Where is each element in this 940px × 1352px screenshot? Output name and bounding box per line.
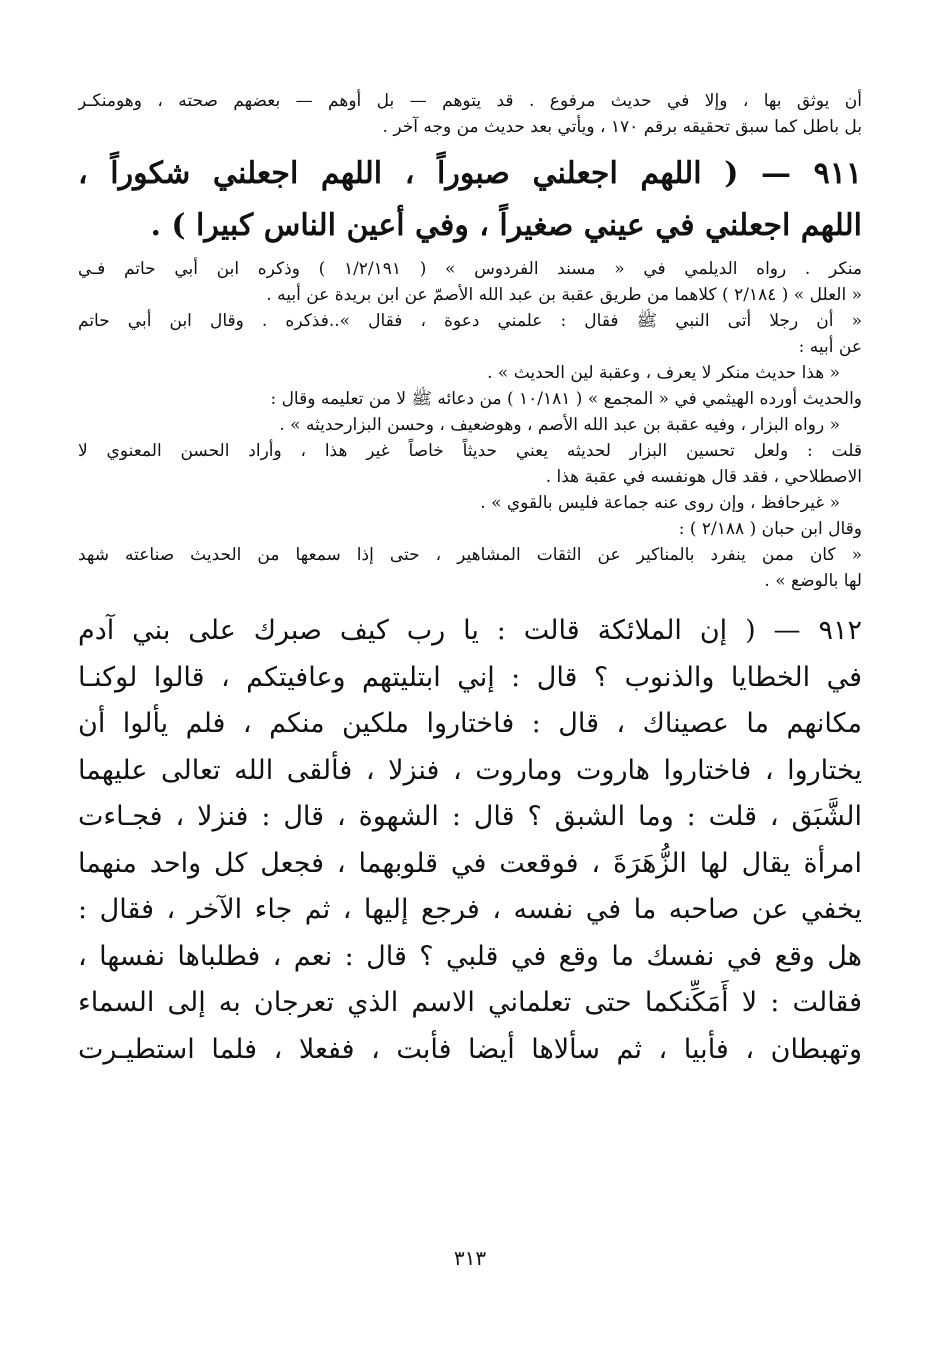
hadith-line: مكانهم ما عصيناك ، قال : فاختاروا ملكين منكم ، فلم يألوا أن [78,708,862,739]
quote-line: « رواه البزار ، وفيه عقبة بن عبد الله الأصم ، وهوضعيف ، وحسن البزارحديثه » . [279,415,840,435]
commentary-line: والحديث أورده الهيثمي في « المجمع » ( ١٠/١٨١ ) من دعائه ﷺ لا من تعليمه وقال : [270,389,862,409]
hadith-line: ٩١١ — ( اللهم اجعلني صبوراً ، اللهم اجعلني شكوراً ، [78,156,862,191]
hadith-line: يخفي عن صاحبه ما في نفسه ، فرجع إليها ، ثم جاء الآخر ، فقال : [78,894,862,925]
quote-line: لها بالوضع » . [764,571,862,591]
text-line: بل باطل كما سبق تحقيقه برقم ١٧٠ ، ويأتي بعد حديث من وجه آخر . [382,117,862,137]
hadith-911 [78,148,862,252]
top-paragraph [78,88,862,140]
commentary-911 [78,256,862,594]
hadith-line: فقالت : لا أَمَكِّنكما حتى تعلماني الاسم الذي تعرجان به إلى السماء [78,987,862,1018]
commentary-line: « أن رجلا أتى النبي ﷺ فقال : علمني دعوة ، فقال »..فذكره . وقال ابن أبي حاتم [78,311,862,331]
hadith-line: اللهم اجعلني في عيني صغيراً ، وفي أعين الناس كبيرا ) . [150,208,862,243]
commentary-line: قلت : ولعل تحسين البزار لحديثه يعني حديثاً خاصاً غير هذا ، وأراد الحسن المعنوي لا [78,441,862,461]
quote-line: « غيرحافظ ، وإن روى عنه جماعة فليس بالقوي » . [480,493,840,513]
quote-line: « هذا حديث منكر لا يعرف ، وعقبة لين الحديث » . [487,363,840,383]
hadith-912 [78,608,862,1073]
commentary-line: « العلل » ( ٢/١٨٤ ) كلاهما من طريق عقبة بن عبد الله الأصمّ عن ابن بريدة عن أبيه . [266,285,862,305]
commentary-line: عن أبيه : [798,337,862,357]
hadith-line: وتهبطان ، فأبيا ، ثم سألاها أيضا فأبت ، ففعلا ، فلما استطيـرت [78,1033,862,1065]
quote-line: « كان ممن ينفرد بالمناكير عن الثقات المشاهير ، حتى إذا سمعها من الحديث صناعته شهد [78,545,862,565]
hadith-line: في الخطايا والذنوب ؟ قال : إني ابتليتهم وعافيتكم ، قالوا لوكنـا [78,661,862,693]
commentary-line: منكر . رواه الديلمي في « مسند الفردوس » ( ١/٢/١٩١ ) وذكره ابن أبي حاتم فـي [78,259,862,279]
commentary-line: الاصطلاحي ، فقد قال هونفسه في عقبة هذا . [545,467,862,487]
hadith-line: الشَّبَق ، قلت : وما الشبق ؟ قال : الشهوة ، قال : فنزلا ، فجـاءت [78,801,862,832]
hadith-line: هل وقع في نفسك ما وقع في قلبي ؟ قال : نعم ، فطلباها نفسها ، [78,940,862,972]
hadith-line: ٩١٢ — ( إن الملائكة قالت : يا رب كيف صبرك على بني آدم [78,615,862,646]
commentary-line: وقال ابن حبان ( ٢/١٨٨ ) : [678,519,862,539]
hadith-line: امرأة يقال لها الزُّهَرَةَ ، فوقعت في قلوبهما ، فجعل كل واحد منهما [78,847,862,879]
hadith-line: يختاروا ، فاختاروا هاروت وماروت ، فنزلا ، فألقى الله تعالى عليهما [78,754,862,786]
page-number: ٣١٣ [453,1246,487,1270]
text-line: أن يوثق بها ، وإلا في حديث مرفوع . قد يتوهم — بل أوهم — بعضهم صحته ، وهومنكـر [78,91,862,111]
